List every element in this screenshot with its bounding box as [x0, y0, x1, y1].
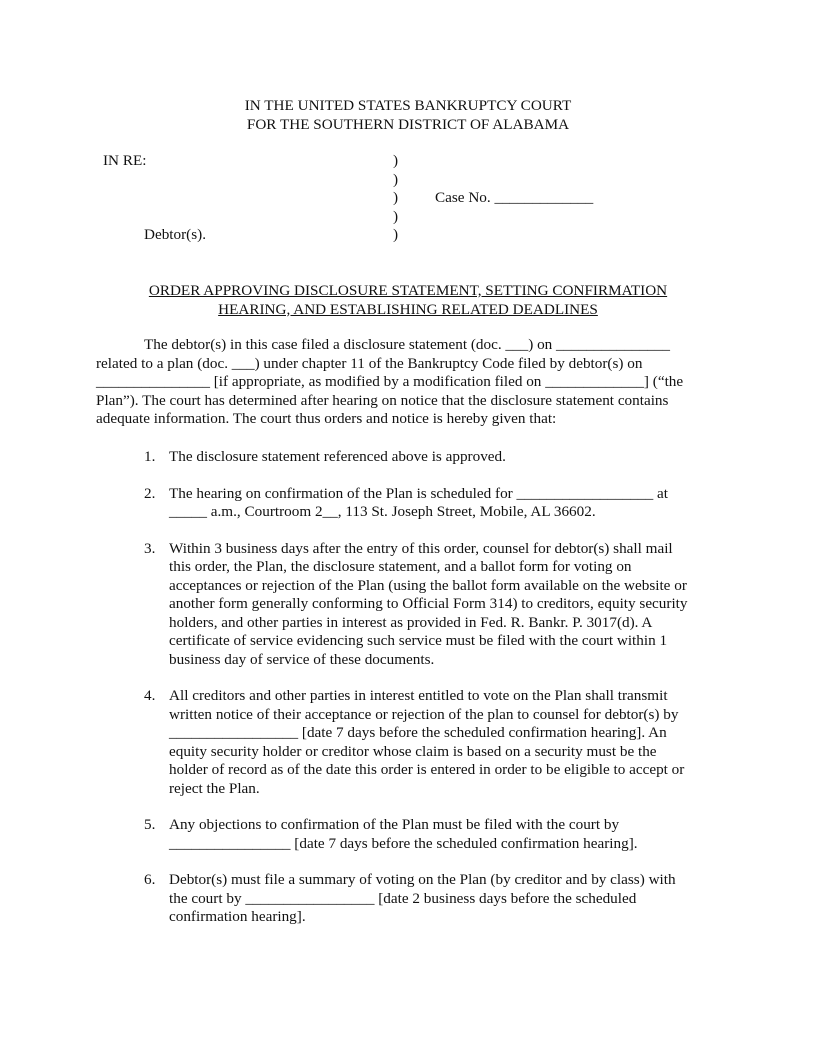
- caption-paren: ): [393, 226, 399, 243]
- intro-paragraph: [96, 336, 718, 429]
- item-line: The disclosure statement referenced above is approved.: [169, 448, 506, 465]
- item-line: business day of service of these documents.: [169, 650, 435, 668]
- item-line: reject the Plan.: [169, 779, 260, 797]
- order-title-line: HEARING, AND ESTABLISHING RELATED DEADLINES: [218, 300, 598, 318]
- item-line: equity security holder or creditor whose claim is based on a security must be the: [169, 742, 657, 760]
- item-line: written notice of their acceptance or rejection of the plan to counsel for debtor(s) by: [169, 705, 679, 723]
- case-number: Case No. _____________: [435, 189, 594, 206]
- caption-parentheses: [393, 152, 398, 245]
- list-item: [96, 540, 718, 670]
- list-item: [96, 687, 718, 798]
- item-line: holder of record as of the date this order is entered in order to be eligible to accept or: [169, 761, 685, 778]
- caption-paren: ): [393, 170, 399, 188]
- list-item: [96, 448, 718, 467]
- list-item: [96, 871, 718, 927]
- item-number: 1.: [144, 448, 156, 465]
- item-line: another form generally conforming to Official Form 314) to creditors, equity security: [169, 595, 688, 612]
- item-number: 2.: [144, 484, 156, 502]
- intro-line: The debtor(s) in this case filed a disclosure statement (doc. ___) on _______________: [144, 336, 670, 353]
- item-number: 5.: [144, 816, 156, 833]
- item-line: holders, and other parties in interest as provided in Fed. R. Bankr. P. 3017(d). A: [169, 613, 653, 631]
- order-title: [0, 282, 816, 319]
- intro-line: _______________ [if appropriate, as modified by a modification filed on _____________] (“the: [96, 373, 684, 390]
- item-number: 6.: [144, 871, 156, 888]
- order-title-line: ORDER APPROVING DISCLOSURE STATEMENT, SETTING CONFIRMATION: [148, 282, 668, 299]
- item-line: this order, the Plan, the disclosure statement, and a ballot form for voting on: [169, 558, 632, 575]
- list-item: [96, 816, 718, 853]
- item-line: _____ a.m., Courtroom 2__, 113 St. Joseph Street, Mobile, AL 36602.: [169, 503, 596, 520]
- caption-paren: ): [393, 152, 399, 169]
- item-line: confirmation hearing].: [169, 908, 306, 925]
- debtor-label: Debtor(s).: [144, 226, 206, 243]
- intro-line: related to a plan (doc. ___) under chapter 11 of the Bankruptcy Code filed by debtor(s) on: [96, 354, 643, 372]
- item-line: Within 3 business days after the entry of this order, counsel for debtor(s) shall mail: [169, 539, 673, 557]
- court-name-line: IN THE UNITED STATES BANKRUPTCY COURT: [244, 97, 572, 114]
- caption-paren: ): [393, 207, 399, 225]
- in-re-label: IN RE:: [103, 152, 147, 169]
- item-line: The hearing on confirmation of the Plan is scheduled for __________________ at: [169, 484, 668, 502]
- item-line: acceptances or rejection of the Plan (using the ballot form available on the website or: [169, 576, 687, 594]
- intro-line: adequate information. The court thus orders and notice is hereby given that:: [96, 410, 557, 427]
- item-line: _________________ [date 7 days before the scheduled confirmation hearing]. An: [169, 724, 667, 741]
- list-item: [96, 485, 718, 522]
- caption-paren: ): [393, 189, 399, 206]
- order-items-list: [96, 448, 718, 945]
- court-district-line: FOR THE SOUTHERN DISTRICT OF ALABAMA: [246, 115, 570, 133]
- intro-line: Plan”). The court has determined after hearing on notice that the disclosure statement contains: [96, 391, 669, 409]
- item-line: Any objections to confirmation of the Plan must be filed with the court by: [169, 816, 620, 833]
- item-line: All creditors and other parties in interest entitled to vote on the Plan shall transmit: [169, 687, 668, 704]
- item-line: Debtor(s) must file a summary of voting on the Plan (by creditor and by class) with: [169, 871, 676, 888]
- item-line: ________________ [date 7 days before the scheduled confirmation hearing].: [169, 834, 638, 852]
- item-line: the court by _________________ [date 2 business days before the scheduled: [169, 889, 637, 907]
- court-header: [0, 97, 816, 134]
- item-line: certificate of service evidencing such service must be filed with the court within 1: [169, 632, 668, 649]
- item-number: 4.: [144, 687, 156, 704]
- item-number: 3.: [144, 539, 156, 557]
